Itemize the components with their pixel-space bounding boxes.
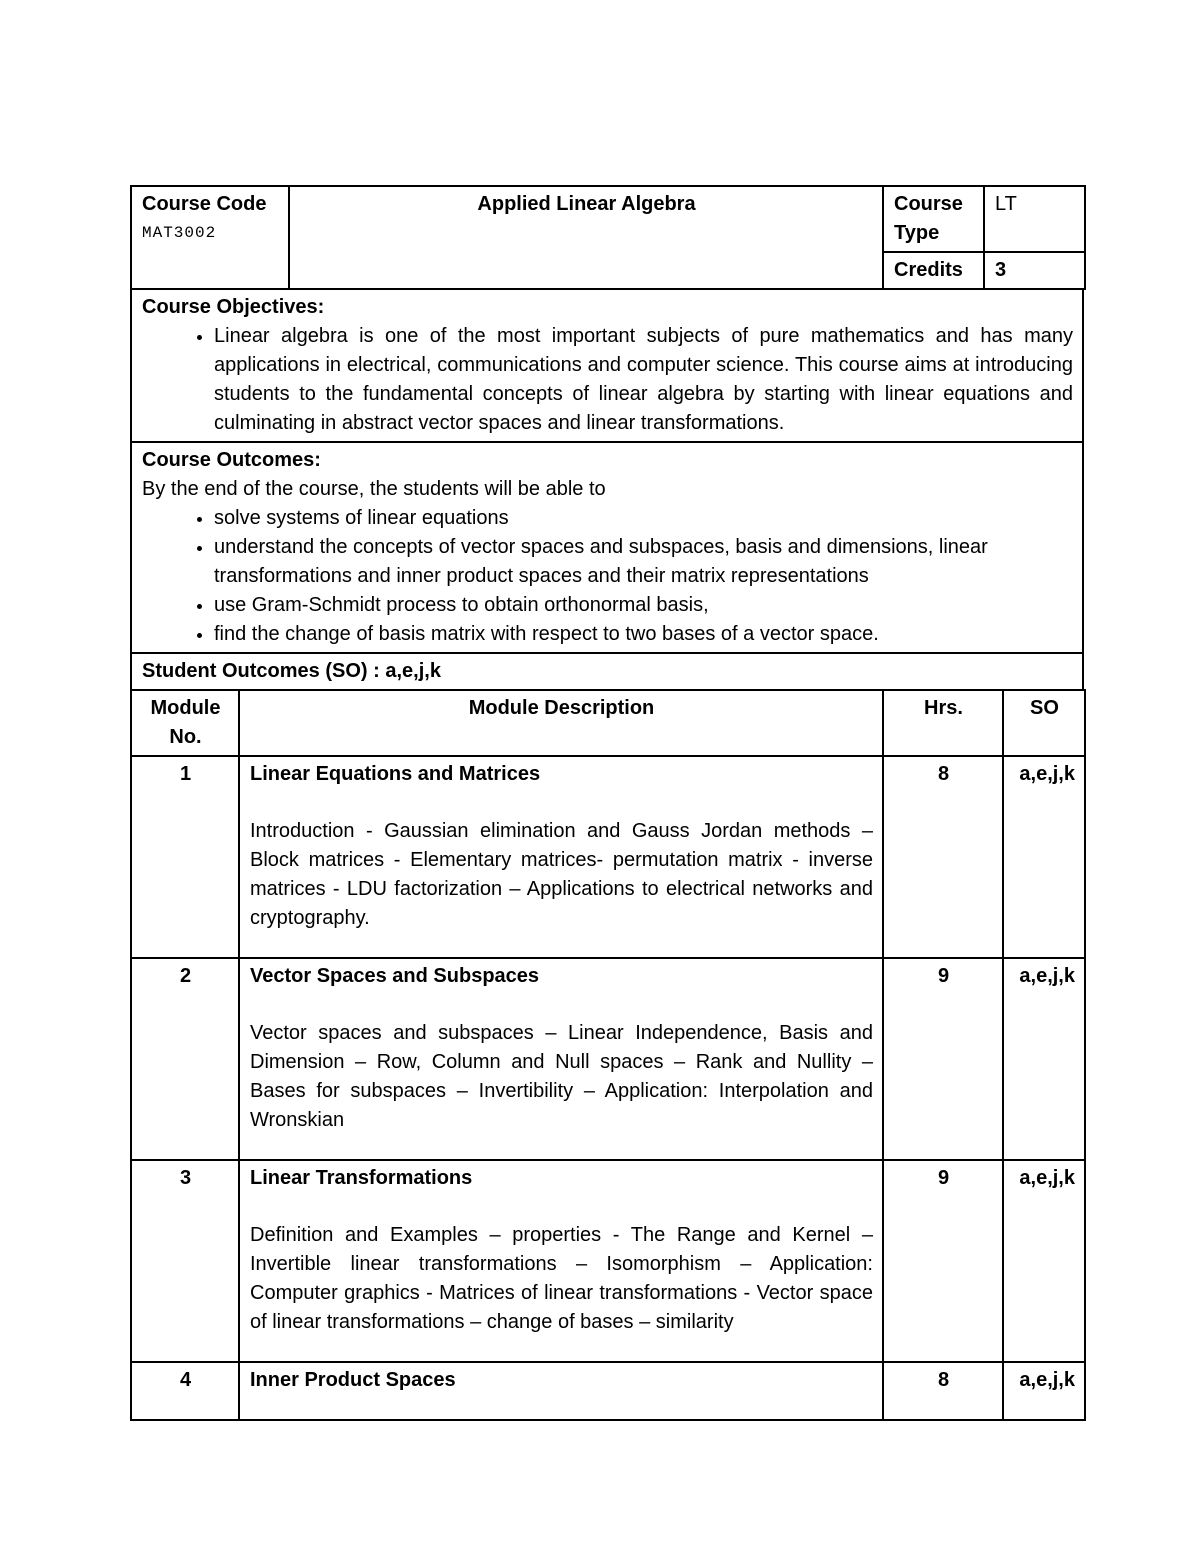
module-so: a,e,j,k — [1003, 756, 1085, 958]
course-code-label: Course Code — [142, 193, 267, 215]
module-title: Vector Spaces and Subspaces — [250, 965, 540, 987]
outcome-item: • use Gram-Schmidt process to obtain orthonormal basis, — [214, 591, 1073, 620]
so-header: SO — [1003, 690, 1085, 756]
module-number: 3 — [131, 1160, 239, 1362]
module-title: Inner Product Spaces — [250, 1369, 456, 1391]
objective-item: • Linear algebra is one of the most important subjects of pure mathematics and has many applications in electrical, communications and computer science. This course aims at introducing students to the fundamental concepts of linear algebra by starting with linear equations and culminating in abstract vector spaces and linear transformations. — [214, 322, 1073, 438]
modules-header-row — [131, 690, 1085, 756]
module-description: Introduction - Gaussian elimination and Gauss Jordan methods – Block matrices - Elementary matrices- permutation matrix - inverse matrices - LDU factorization – Applications to electrical networks and cryptography. — [250, 820, 873, 929]
syllabus-document — [130, 185, 1084, 1421]
hrs-header: Hrs. — [883, 690, 1003, 756]
course-outcomes-intro: By the end of the course, the students will be able to — [142, 478, 606, 500]
module-hours: 9 — [883, 1160, 1003, 1362]
course-outcomes-cell — [131, 442, 1083, 653]
module-no-header: Module No. — [131, 690, 239, 756]
module-description-header: Module Description — [239, 690, 883, 756]
outcome-item: • solve systems of linear equations — [214, 504, 1073, 533]
module-row — [131, 1362, 1085, 1420]
module-row — [131, 1160, 1085, 1362]
course-objectives-list — [142, 322, 1073, 438]
module-description-cell — [239, 756, 883, 958]
module-description: Vector spaces and subspaces – Linear Independence, Basis and Dimension – Row, Column and Null spaces – Rank and Nullity – Bases for subspaces – Invertibility – Application: Interpolation and Wronskian — [250, 1022, 873, 1131]
module-number: 1 — [131, 756, 239, 958]
module-so: a,e,j,k — [1003, 1362, 1085, 1420]
course-objectives-label: Course Objectives: — [142, 296, 325, 318]
modules-table — [130, 689, 1086, 1421]
module-row — [131, 958, 1085, 1160]
module-title: Linear Equations and Matrices — [250, 763, 541, 785]
credits-value: 3 — [984, 252, 1085, 289]
module-hours: 9 — [883, 958, 1003, 1160]
course-header-table — [130, 185, 1086, 290]
student-outcomes: Student Outcomes (SO) : a,e,j,k — [131, 653, 1083, 690]
course-outcomes-list — [142, 504, 1073, 649]
module-so: a,e,j,k — [1003, 958, 1085, 1160]
module-description-cell — [239, 1160, 883, 1362]
course-code-value: MAT3002 — [142, 224, 217, 242]
outcome-item: • find the change of basis matrix with respect to two bases of a vector space. — [214, 620, 1073, 649]
module-so: a,e,j,k — [1003, 1160, 1085, 1362]
module-number: 4 — [131, 1362, 239, 1420]
objectives-table — [130, 288, 1084, 691]
course-type-label: Course Type — [883, 186, 984, 252]
module-hours: 8 — [883, 756, 1003, 958]
module-description-cell — [239, 958, 883, 1160]
module-title: Linear Transformations — [250, 1167, 473, 1189]
course-code-cell — [131, 186, 289, 289]
module-description: Definition and Examples – properties - The Range and Kernel – Invertible linear transformations – Isomorphism – Application: Computer graphics - Matrices of linear transformations - Vector space of linear transformations – change of bases – similarity — [250, 1224, 873, 1333]
module-description-cell — [239, 1362, 883, 1420]
module-row — [131, 756, 1085, 958]
module-hours: 8 — [883, 1362, 1003, 1420]
course-type-value: LT — [984, 186, 1085, 252]
course-objectives-cell — [131, 289, 1083, 442]
module-number: 2 — [131, 958, 239, 1160]
course-title: Applied Linear Algebra — [289, 186, 883, 289]
course-outcomes-label: Course Outcomes: — [142, 449, 321, 471]
outcome-item: • understand the concepts of vector spaces and subspaces, basis and dimensions, linear transformations and inner product spaces and their matrix representations — [214, 533, 1073, 591]
credits-label: Credits — [883, 252, 984, 289]
